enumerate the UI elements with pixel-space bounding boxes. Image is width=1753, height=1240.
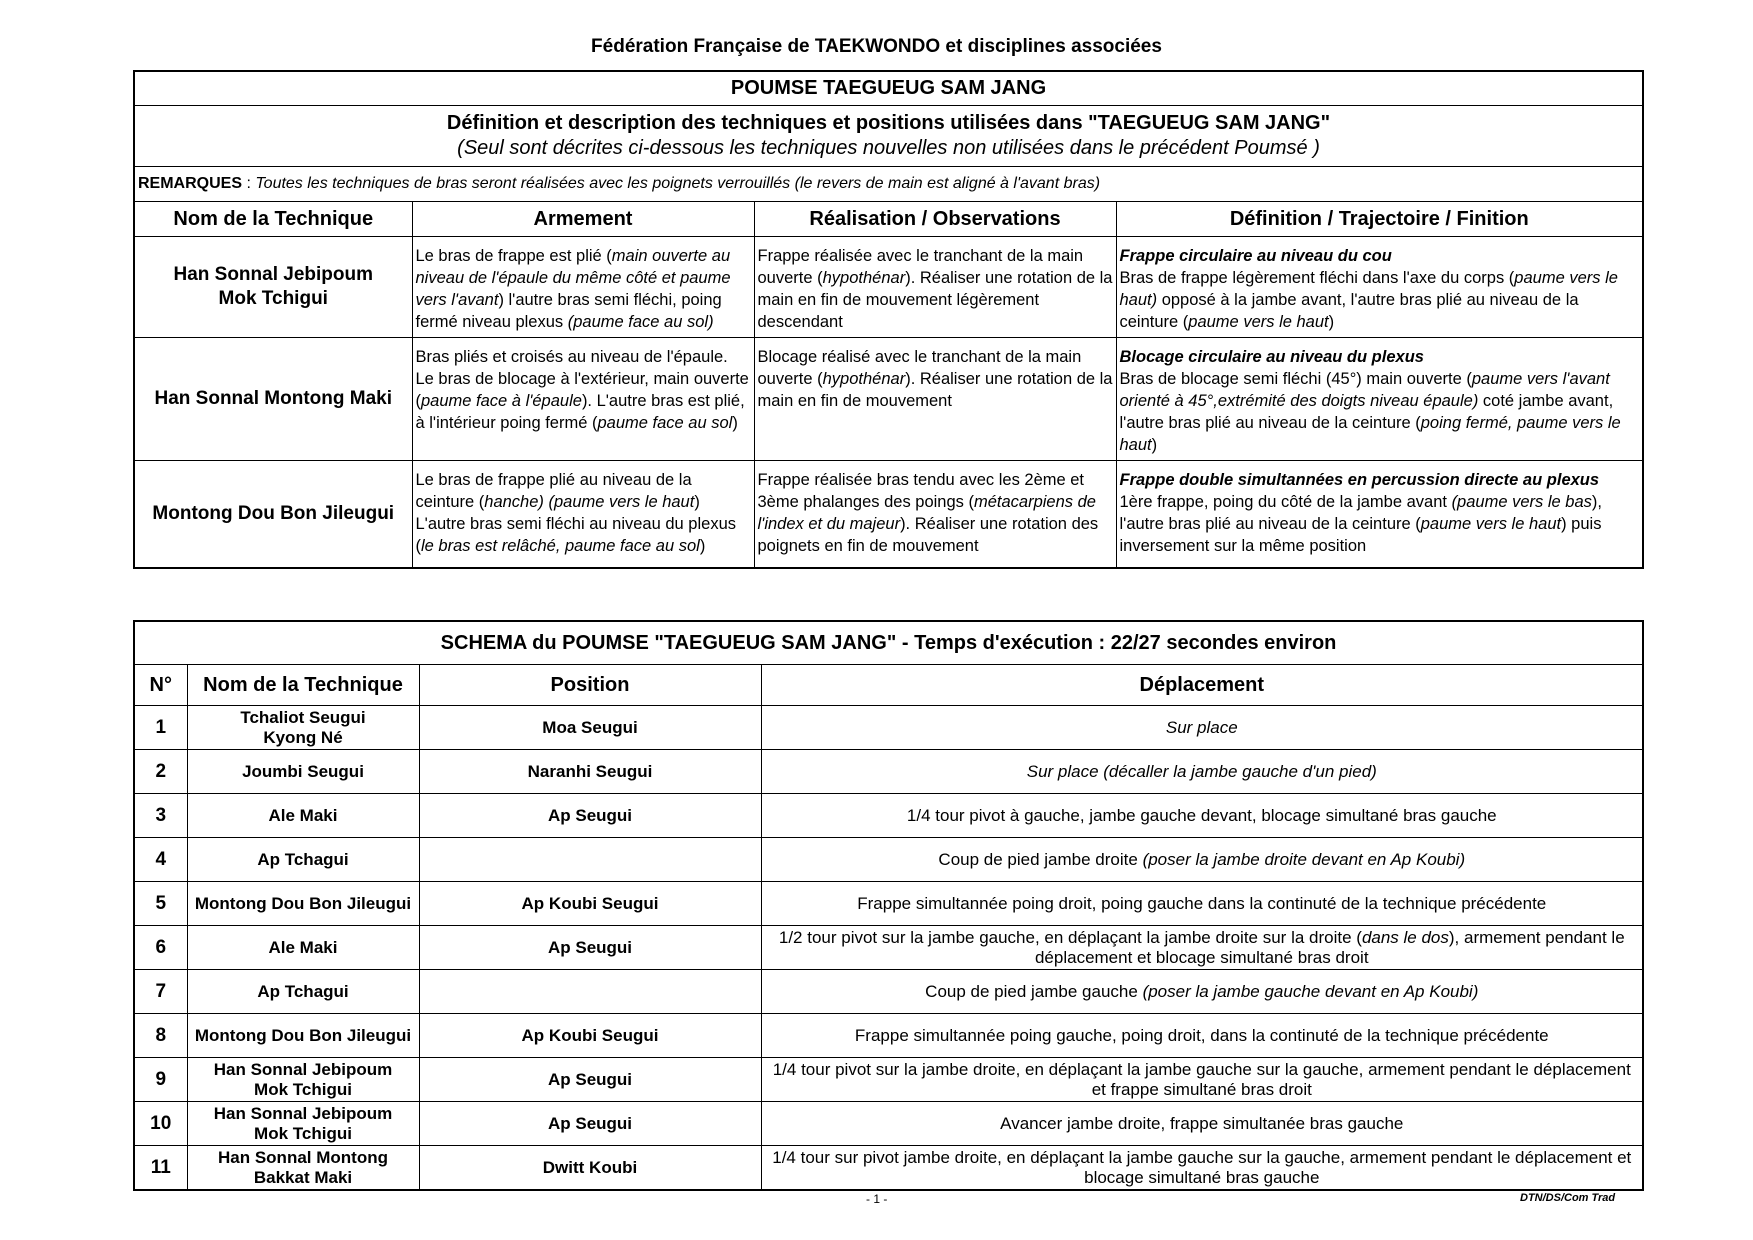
step-technique [187,1014,419,1058]
text-segment: ), armement pendant le déplacement et blocage simultané bras droit [1034,927,1625,967]
step-technique-line: Ap Tchagui [257,981,349,1001]
step-technique [187,970,419,1014]
col-header-armement: Armement [412,202,754,237]
col-header-number: N° [134,665,187,706]
col-header-definition: Définition / Trajectoire / Finition [1116,202,1643,237]
step-technique [187,1102,419,1146]
step-position: Moa Seugui [419,706,761,750]
technique-name [134,461,412,568]
step-deplacement [761,838,1643,882]
step-position: Ap Seugui [419,794,761,838]
text-segment: hanche) (paume vers le haut [484,493,695,511]
schema-row [134,882,1643,926]
step-number: 5 [134,882,187,926]
step-number: 8 [134,1014,187,1058]
schema-row [134,1102,1643,1146]
text-segment: Frappe double simultannées en percussion directe au plexus [1119,471,1600,489]
step-technique [187,926,419,970]
text-segment: ) l'autre bras semi fléchi, poing fermé niveau plexus [415,291,722,331]
definition-cell [1116,461,1643,568]
step-deplacement [761,750,1643,794]
text-segment: ) puis inversement sur la même position [1119,515,1602,555]
remarks-text: Toutes les techniques de bras seront réalisées avec les poignets verrouillés (le revers de main est aligné à l'avant bras) [255,175,1101,192]
text-segment: ). Réaliser une rotation de la main en fin de mouvement [757,370,1113,410]
text-segment: ). L'autre bras est plié, à l'intérieur poing fermé ( [415,392,745,432]
text-segment: (paume face au sol) [567,313,714,331]
text-segment: paume vers le haut [1420,515,1562,533]
definition-subtitle: (Seul sont décrites ci-dessous les techniques nouvelles non utilisées dans le précédent Poumsé ) [457,137,1320,159]
text-segment: Blocage réalisé avec le tranchant de la main ouverte ( [757,348,1082,388]
document-header: Fédération Française de TAEKWONDO et disciplines associées [591,36,1162,57]
step-technique-line: Ale Maki [268,937,338,957]
technique-name [134,338,412,461]
poumse-title: POUMSE TAEGUEUG SAM JANG [134,71,1643,106]
step-position [419,970,761,1014]
definition-title: Définition et description des techniques et positions utilisées dans "TAEGUEUG SAM JANG" [446,112,1331,134]
text-segment: main ouverte au niveau de l'épaule du même côté et paume vers l'avant [415,247,731,309]
schema-row [134,750,1643,794]
technique-row [134,237,1643,338]
page-number: - 1 - [866,1192,888,1206]
schema-row [134,1014,1643,1058]
schema-row [134,838,1643,882]
step-technique-line: Bakkat Maki [253,1167,353,1187]
step-technique [187,794,419,838]
text-segment: le bras est relâché, paume face au sol [421,537,700,555]
step-number: 9 [134,1058,187,1102]
text-segment: ) [1328,313,1335,331]
armement-cell [412,461,754,568]
step-deplacement [761,1102,1643,1146]
technique-name-line: Han Sonnal Montong Maki [154,388,392,409]
poumse-schema-table [133,620,1644,1191]
techniques-definition-table [133,70,1644,569]
text-segment: Avancer jambe droite, frappe simultanée bras gauche [1000,1113,1404,1133]
technique-name-line: Montong Dou Bon Jileugui [152,502,395,524]
text-segment: ), l'autre bras plié au niveau de la ceinture ( [1119,493,1602,533]
technique-name [134,237,412,338]
step-number: 3 [134,794,187,838]
step-technique-line: Kyong Né [263,727,343,747]
step-technique-line: Tchaliot Seugui [240,707,366,727]
step-deplacement [761,882,1643,926]
col-header-deplacement: Déplacement [761,665,1643,706]
armement-cell [412,237,754,338]
text-segment: Blocage circulaire au niveau du plexus [1119,348,1424,366]
text-segment: Sur place (décaller la jambe gauche d'un pied) [1026,761,1377,781]
text-segment: ). Réaliser une rotation des poignets en fin de mouvement [757,515,1099,555]
step-position: Ap Seugui [419,926,761,970]
col-header-realisation: Réalisation / Observations [754,202,1116,237]
schema-row [134,706,1643,750]
step-position: Ap Seugui [419,1058,761,1102]
text-segment: hypothénar [822,370,906,388]
schema-row [134,794,1643,838]
realisation-cell [754,461,1116,568]
step-position: Dwitt Koubi [419,1146,761,1191]
technique-name-line: Mok Tchigui [218,288,328,309]
step-position: Ap Koubi Seugui [419,1014,761,1058]
step-position: Ap Koubi Seugui [419,882,761,926]
text-segment: paume vers le haut [1188,313,1329,331]
step-position: Ap Seugui [419,1102,761,1146]
step-deplacement [761,1146,1643,1191]
text-segment: ) [1151,436,1158,454]
text-segment: paume vers l'avant orienté à 45°,extrémité des doigts niveau épaule) [1119,370,1610,410]
step-deplacement [761,706,1643,750]
text-segment: Le bras de frappe est plié ( [415,247,612,265]
step-deplacement [761,926,1643,970]
step-technique [187,882,419,926]
text-segment: (paume vers le bas [1451,493,1592,511]
schema-row [134,926,1643,970]
text-segment: Frappe simultannée poing droit, poing gauche dans la continuté de la technique précédente [857,893,1547,913]
text-segment: paume face au sol [597,414,733,432]
step-number: 6 [134,926,187,970]
step-technique-line: Montong Dou Bon Jileugui [194,893,412,913]
realisation-cell [754,338,1116,461]
step-number: 2 [134,750,187,794]
step-deplacement [761,794,1643,838]
remarks-separator: : [242,175,256,192]
step-number: 11 [134,1146,187,1191]
remarks [134,167,1643,202]
step-technique [187,838,419,882]
text-segment: Frappe réalisée avec le tranchant de la main ouverte ( [757,247,1084,287]
text-segment: opposé à la jambe avant, l'autre bras plié au niveau de la ceinture ( [1119,291,1579,331]
text-segment: (poser la jambe droite devant en Ap Koubi) [1142,849,1466,869]
text-segment: (poser la jambe gauche devant en Ap Koubi) [1142,981,1479,1001]
step-technique-line: Han Sonnal Montong [218,1147,388,1167]
text-segment: coté jambe avant, l'autre bras plié au niveau de la ceinture ( [1119,392,1614,432]
step-number: 4 [134,838,187,882]
step-technique-line: Ap Tchagui [257,849,349,869]
definition-header [134,106,1643,167]
step-technique [187,1058,419,1102]
step-deplacement [761,1014,1643,1058]
text-segment: ) [732,414,738,432]
text-segment: Coup de pied jambe gauche [925,981,1143,1001]
step-technique-line: Han Sonnal Jebipoum [213,1059,393,1079]
step-number: 1 [134,706,187,750]
col-header-technique: Nom de la Technique [134,202,412,237]
text-segment: Frappe simultannée poing gauche, poing droit, dans la continuté de la technique précédente [854,1025,1549,1045]
technique-row [134,461,1643,568]
schema-row [134,1146,1643,1191]
text-segment: paume vers le haut) [1119,269,1618,309]
step-number: 7 [134,970,187,1014]
technique-name-line: Han Sonnal Jebipoum [173,264,374,285]
schema-title: SCHEMA du POUMSE "TAEGUEUG SAM JANG" - Temps d'exécution : 22/27 secondes environ [134,621,1643,665]
text-segment: 1/4 tour sur pivot jambe droite, en déplaçant la jambe gauche sur la gauche, armement pendant le déplacement et blocage simultané bras gauche [772,1147,1632,1187]
step-technique-line: Mok Tchigui [254,1123,352,1143]
realisation-cell [754,237,1116,338]
text-segment: poing fermé, paume vers le haut [1119,414,1621,454]
step-deplacement [761,1058,1643,1102]
step-deplacement [761,970,1643,1014]
step-position [419,838,761,882]
step-technique [187,750,419,794]
schema-row [134,1058,1643,1102]
text-segment: 1/4 tour pivot à gauche, jambe gauche devant, blocage simultané bras gauche [906,805,1497,825]
col-header-technique: Nom de la Technique [187,665,419,706]
step-technique-line: Ale Maki [268,805,338,825]
text-segment: hypothénar [822,269,906,287]
text-segment: Le bras de frappe plié au niveau de la ceinture ( [415,471,692,511]
step-position: Naranhi Seugui [419,750,761,794]
text-segment: dans le dos [1361,927,1449,947]
text-segment: Coup de pied jambe droite [938,849,1143,869]
definition-cell [1116,237,1643,338]
step-technique-line: Han Sonnal Jebipoum [213,1103,393,1123]
text-segment: paume face à l'épaule [421,392,582,410]
text-segment: Frappe circulaire au niveau du cou [1119,247,1392,265]
text-segment: Bras pliés et croisés au niveau de l'épaule. Le bras de blocage à l'extérieur, main ouverte ( [415,348,749,410]
step-technique [187,706,419,750]
text-segment: Sur place [1165,717,1238,737]
text-segment: Bras de frappe légèrement fléchi dans l'axe du corps ( [1119,269,1515,287]
step-technique [187,1146,419,1191]
step-technique-line: Mok Tchigui [254,1079,352,1099]
text-segment: 1/2 tour pivot sur la jambe gauche, en déplaçant la jambe droite sur la droite ( [778,927,1362,947]
step-number: 10 [134,1102,187,1146]
schema-row [134,970,1643,1014]
technique-row [134,338,1643,461]
definition-cell [1116,338,1643,461]
text-segment: ) [699,537,706,555]
remarks-label: REMARQUES [138,175,243,192]
text-segment: 1ère frappe, poing du côté de la jambe avant [1119,493,1452,511]
step-technique-line: Montong Dou Bon Jileugui [194,1025,412,1045]
text-segment: métacarpiens de l'index et du majeur [757,493,1096,533]
text-segment: 1/4 tour pivot sur la jambe droite, en déplaçant la jambe gauche sur la gauche, armement pendant le déplacement et frappe simultané bras droit [772,1059,1631,1099]
text-segment: Frappe réalisée bras tendu avec les 2ème et 3ème phalanges des poings ( [757,471,1085,511]
armement-cell [412,338,754,461]
text-segment: ) L'autre bras semi fléchi au niveau du plexus ( [415,493,737,555]
text-segment: ). Réaliser une rotation de la main en fin de mouvement légèrement descendant [757,269,1113,331]
document-reference: DTN/DS/Com Trad [1520,1192,1616,1204]
text-segment: Bras de blocage semi fléchi (45°) main ouverte ( [1119,370,1472,388]
step-technique-line: Joumbi Seugui [242,761,364,781]
col-header-position: Position [419,665,761,706]
